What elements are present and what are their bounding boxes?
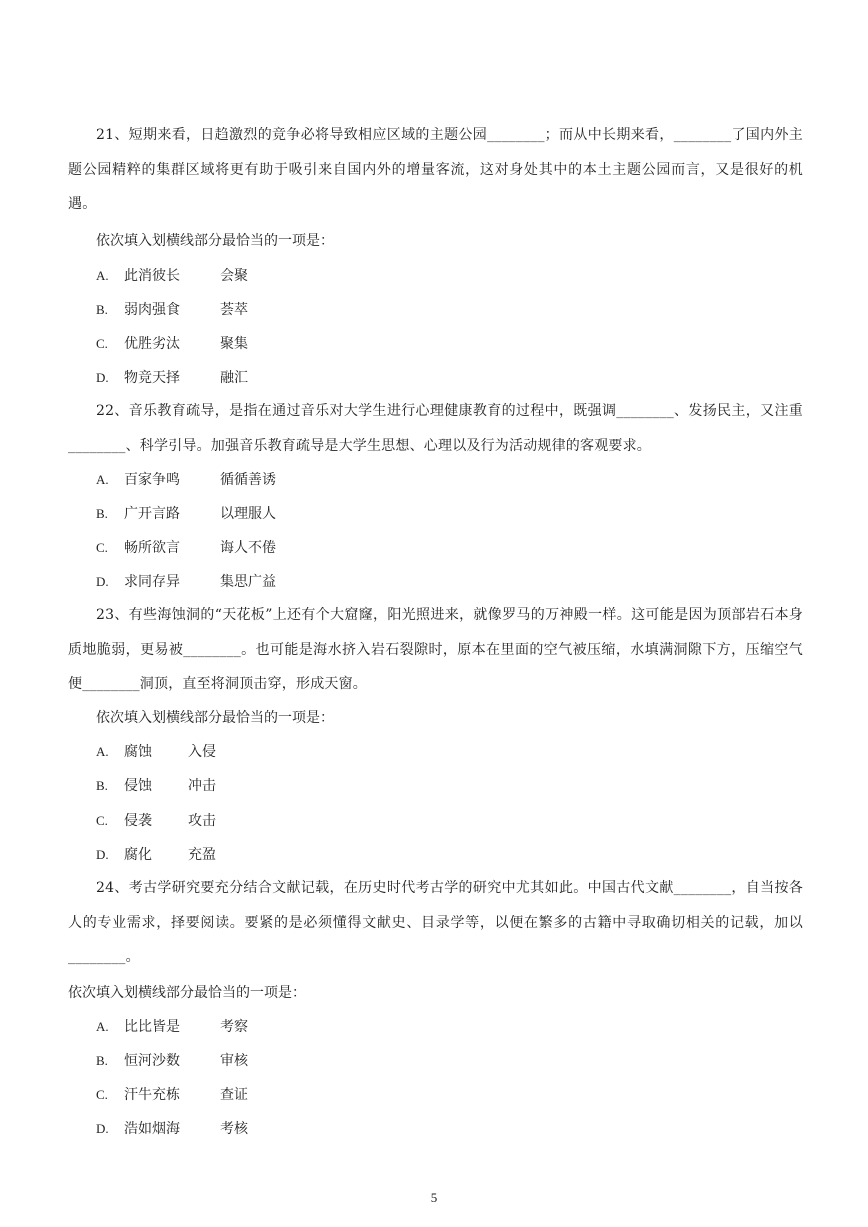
option-letter: A. [96,744,109,759]
option-word-2: 会聚 [220,268,248,284]
option-letter: B. [96,1053,108,1068]
option-word-1: 优胜劣汰 [124,336,180,352]
question-22-option-a [96,470,276,490]
question-21-option-a [96,266,248,286]
option-word-1: 物竞天择 [124,370,180,386]
option-word-2: 以理服人 [220,506,276,522]
option-letter: A. [96,472,109,487]
option-word-1: 侵蚀 [124,778,152,794]
question-21-option-b [96,300,248,320]
question-21-stem: 21、短期来看，日趋激烈的竞争必将导致相应区域的主题公园________；而从中长期来看，________了国内外主题公园精粹的集群区域将更有助于吸引来自国内外的增量客流，这对身处其中的本土主题公园而言，又是很好的机遇。 [68,127,803,212]
option-word-1: 弱肉强食 [124,302,180,318]
option-word-1: 广开言路 [124,506,180,522]
option-word-2: 集思广益 [220,574,276,590]
option-word-1: 比比皆是 [124,1019,180,1035]
option-word-1: 恒河沙数 [124,1053,180,1069]
option-letter: C. [96,1087,108,1102]
option-letter: D. [96,1121,109,1136]
option-word-1: 畅所欲言 [124,540,180,556]
question-22-option-b [96,504,276,524]
question-23-option-c [96,811,216,831]
option-letter: B. [96,506,108,521]
option-letter: C. [96,813,108,828]
question-24-option-b [96,1051,248,1071]
question-21-prompt: 依次填入划横线部分最恰当的一项是： [96,233,334,249]
option-word-1: 百家争鸣 [124,472,180,488]
option-letter: B. [96,302,108,317]
option-word-2: 考察 [220,1019,248,1035]
question-24-option-d [96,1119,248,1139]
question-21-option-d [96,368,248,388]
option-word-1: 腐蚀 [124,744,152,760]
option-word-2: 入侵 [188,744,216,760]
option-word-2: 查证 [220,1087,248,1103]
option-word-2: 聚集 [220,336,248,352]
option-letter: B. [96,778,108,793]
option-word-1: 腐化 [124,847,152,863]
option-letter: A. [96,1019,109,1034]
option-word-1: 浩如烟海 [124,1121,180,1137]
option-letter: D. [96,370,109,385]
page-number: 5 [430,1190,438,1205]
question-23-option-a [96,742,216,762]
option-word-2: 荟萃 [220,302,248,318]
option-word-2: 审核 [220,1053,248,1069]
option-word-1: 侵袭 [124,813,152,829]
question-23-option-b [96,776,216,796]
question-23-option-d [96,845,216,865]
option-word-1: 求同存异 [124,574,180,590]
option-word-2: 充盈 [188,847,216,863]
option-letter: A. [96,268,109,283]
option-word-2: 融汇 [220,370,248,386]
question-22-option-d [96,572,276,592]
question-24-option-a [96,1017,248,1037]
question-22-option-c [96,538,276,558]
question-23-prompt: 依次填入划横线部分最恰当的一项是： [96,710,334,726]
option-word-2: 攻击 [188,813,216,829]
option-word-1: 此消彼长 [124,268,180,284]
option-word-2: 考核 [220,1121,248,1137]
option-letter: C. [96,540,108,555]
question-23-stem: 23、有些海蚀洞的“天花板”上还有个大窟窿，阳光照进来，就像罗马的万神殿一样。这可能是因为顶部岩石本身质地脆弱，更易被________。也可能是海水挤入岩石裂隙时，原本在里面的空气被压缩，水填满洞隙下方，压缩空气便________洞顶，直至将洞顶击穿，形成天窗。 [68,607,803,692]
option-letter: D. [96,574,109,589]
option-word-2: 冲击 [188,778,216,794]
option-letter: C. [96,336,108,351]
question-21-option-c [96,334,248,354]
question-24-prompt: 依次填入划横线部分最恰当的一项是： [68,985,306,1001]
option-letter: D. [96,847,109,862]
option-word-2: 诲人不倦 [220,540,276,556]
question-22-stem: 22、音乐教育疏导，是指在通过音乐对大学生进行心理健康教育的过程中，既强调________、发扬民主，又注重________、科学引导。加强音乐教育疏导是大学生思想、心理以及行为活动规律的客观要求。 [68,403,803,454]
question-24-option-c [96,1085,248,1105]
option-word-1: 汗牛充栋 [124,1087,180,1103]
option-word-2: 循循善诱 [220,472,276,488]
question-24-stem: 24、考古学研究要充分结合文献记载，在历史时代考古学的研究中尤其如此。中国古代文献________，自当按各人的专业需求，择要阅读。要紧的是必须懂得文献史、目录学等，以便在繁多的古籍中寻取确切相关的记载，加以________。 [68,880,803,965]
